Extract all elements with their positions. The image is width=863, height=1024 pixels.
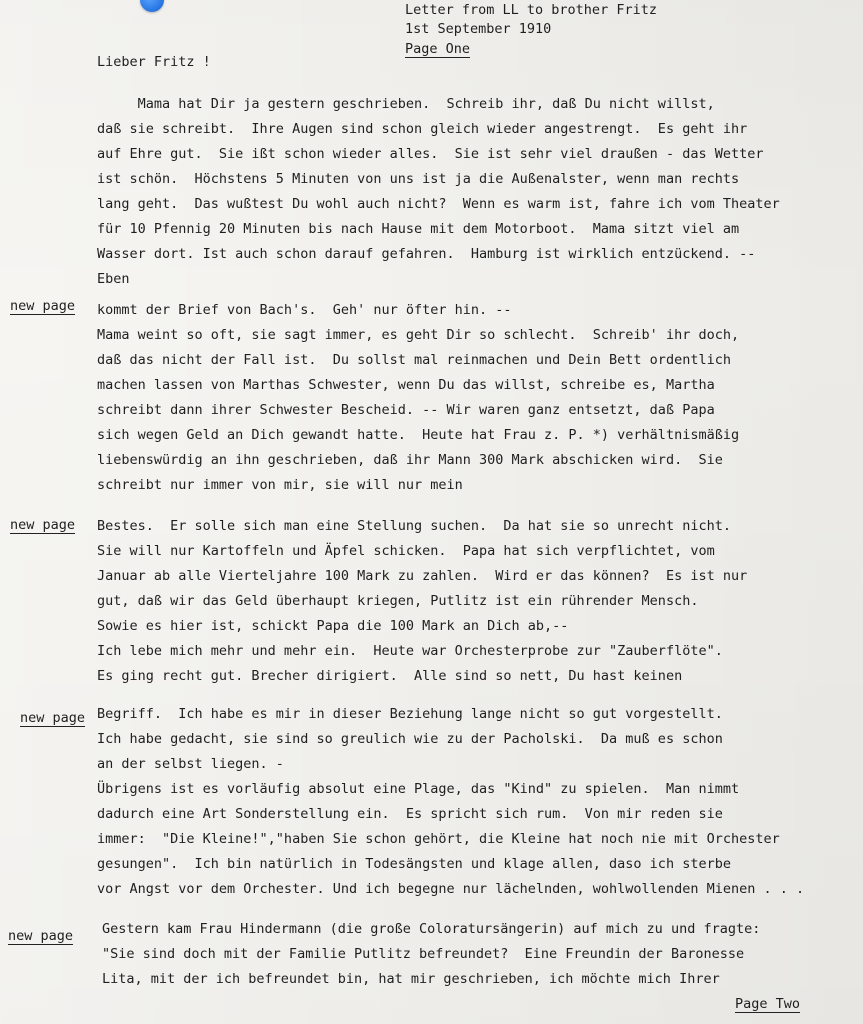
body-line: Eben xyxy=(97,271,130,287)
body-line: Lita, mit der ich befreundet bin, hat mir geschrieben, ich möchte mich Ihrer xyxy=(102,971,720,987)
margin-note-new-page: new page xyxy=(10,517,76,533)
body-line: gut, daß wir das Geld überhaupt kriegen, Putlitz ist ein rührender Mensch. xyxy=(97,593,699,609)
page-label: Page One xyxy=(405,41,471,57)
salutation: Lieber Fritz ! xyxy=(97,54,211,70)
body-line: schreibt nur immer von mir, sie will nur mein xyxy=(97,477,463,493)
body-line: Januar ab alle Vierteljahre 100 Mark zu zahlen. Wird er das können? Es ist nur xyxy=(97,568,748,584)
body-line: schreibt dann ihrer Schwester Bescheid. -- Wir waren ganz entsetzt, daß Papa xyxy=(97,402,715,418)
body-line: für 10 Pfennig 20 Minuten bis nach Hause mit dem Motorboot. Mama sitzt viel am xyxy=(97,221,740,237)
body-line: "Sie sind doch mit der Familie Putlitz befreundet? Eine Freundin der Baronesse xyxy=(102,946,745,962)
body-line: Ich habe gedacht, sie sind so greulich wie zu der Pacholski. Da muß es schon xyxy=(97,731,723,747)
header-date-line: 1st September 1910 xyxy=(405,21,552,37)
body-line: immer: "Die Kleine!","haben Sie schon gehört, die Kleine hat noch nie mit Orchester xyxy=(97,831,780,847)
body-line: Wasser dort. Ist auch schon darauf gefahren. Hamburg ist wirklich entzückend. -- xyxy=(97,246,756,262)
body-line: dadurch eine Art Sonderstellung ein. Es spricht sich rum. Von mir reden sie xyxy=(97,806,723,822)
body-line: auf Ehre gut. Sie ißt schon wieder alles. Sie ist sehr viel draußen - das Wetter xyxy=(97,146,764,162)
body-line: gesungen". Ich bin natürlich in Todesängsten und klage allen, daso ich sterbe xyxy=(97,856,731,872)
body-line: Es ging recht gut. Brecher dirigiert. Alle sind so nett, Du hast keinen xyxy=(97,668,683,684)
body-line: Ich lebe mich mehr und mehr ein. Heute war Orchesterprobe zur "Zauberflöte". xyxy=(97,643,723,659)
body-line: Gestern kam Frau Hindermann (die große Coloratursängerin) auf mich zu und fragte: xyxy=(102,921,761,937)
body-line: daß sie schreibt. Ihre Augen sind schon gleich wieder angestrengt. Es geht ihr xyxy=(97,121,748,137)
body-line: an der selbst liegen. - xyxy=(97,756,284,772)
body-line: Begriff. Ich habe es mir in dieser Beziehung lange nicht so gut vorgestellt. xyxy=(97,706,723,722)
body-line: Sowie es hier ist, schickt Papa die 100 Mark an Dich ab,-- xyxy=(97,618,569,634)
body-line: Übrigens ist es vorläufig absolut eine Plage, das "Kind" zu spielen. Man nimmt xyxy=(97,781,740,797)
body-line: sich wegen Geld an Dich gewandt hatte. Heute hat Frau z. P. *) verhältnismäßig xyxy=(97,427,740,443)
body-line: ist schön. Höchstens 5 Minuten von uns ist ja die Außenalster, wenn man rechts xyxy=(97,171,740,187)
body-line: Sie will nur Kartoffeln und Äpfel schicken. Papa hat sich verpflichtet, vom xyxy=(97,543,715,559)
body-line: liebenswürdig an ihn geschrieben, daß ihr Mann 300 Mark abschicken wird. Sie xyxy=(97,452,723,468)
body-line: Bestes. Er solle sich man eine Stellung suchen. Da hat sie so unrecht nicht. xyxy=(97,518,731,534)
margin-note-new-page: new page xyxy=(8,928,74,944)
margin-note-new-page: new page xyxy=(20,710,86,726)
body-line: vor Angst vor dem Orchester. Und ich begegne nur lächelnden, wohlwollenden Mienen . . . xyxy=(97,881,805,897)
body-line: lang geht. Das wußtest Du wohl auch nicht? Wenn es warm ist, fahre ich vom Theater xyxy=(97,196,780,212)
body-line: machen lassen von Marthas Schwester, wenn Du das willst, schreibe es, Martha xyxy=(97,377,715,393)
body-line: Mama hat Dir ja gestern geschrieben. Schreib ihr, daß Du nicht willst, xyxy=(97,96,715,112)
binder-hole-icon xyxy=(140,0,164,12)
header-title-line: Letter from LL to brother Fritz xyxy=(405,2,657,18)
body-line: daß das nicht der Fall ist. Du sollst mal reinmachen und Dein Bett ordentlich xyxy=(97,352,731,368)
margin-note-new-page: new page xyxy=(10,298,76,314)
body-line: Mama weint so oft, sie sagt immer, es geht Dir so schlecht. Schreib' ihr doch, xyxy=(97,327,740,343)
body-line: kommt der Brief von Bach's. Geh' nur öfter hin. -- xyxy=(97,302,512,318)
footer-page-label: Page Two xyxy=(735,996,801,1012)
